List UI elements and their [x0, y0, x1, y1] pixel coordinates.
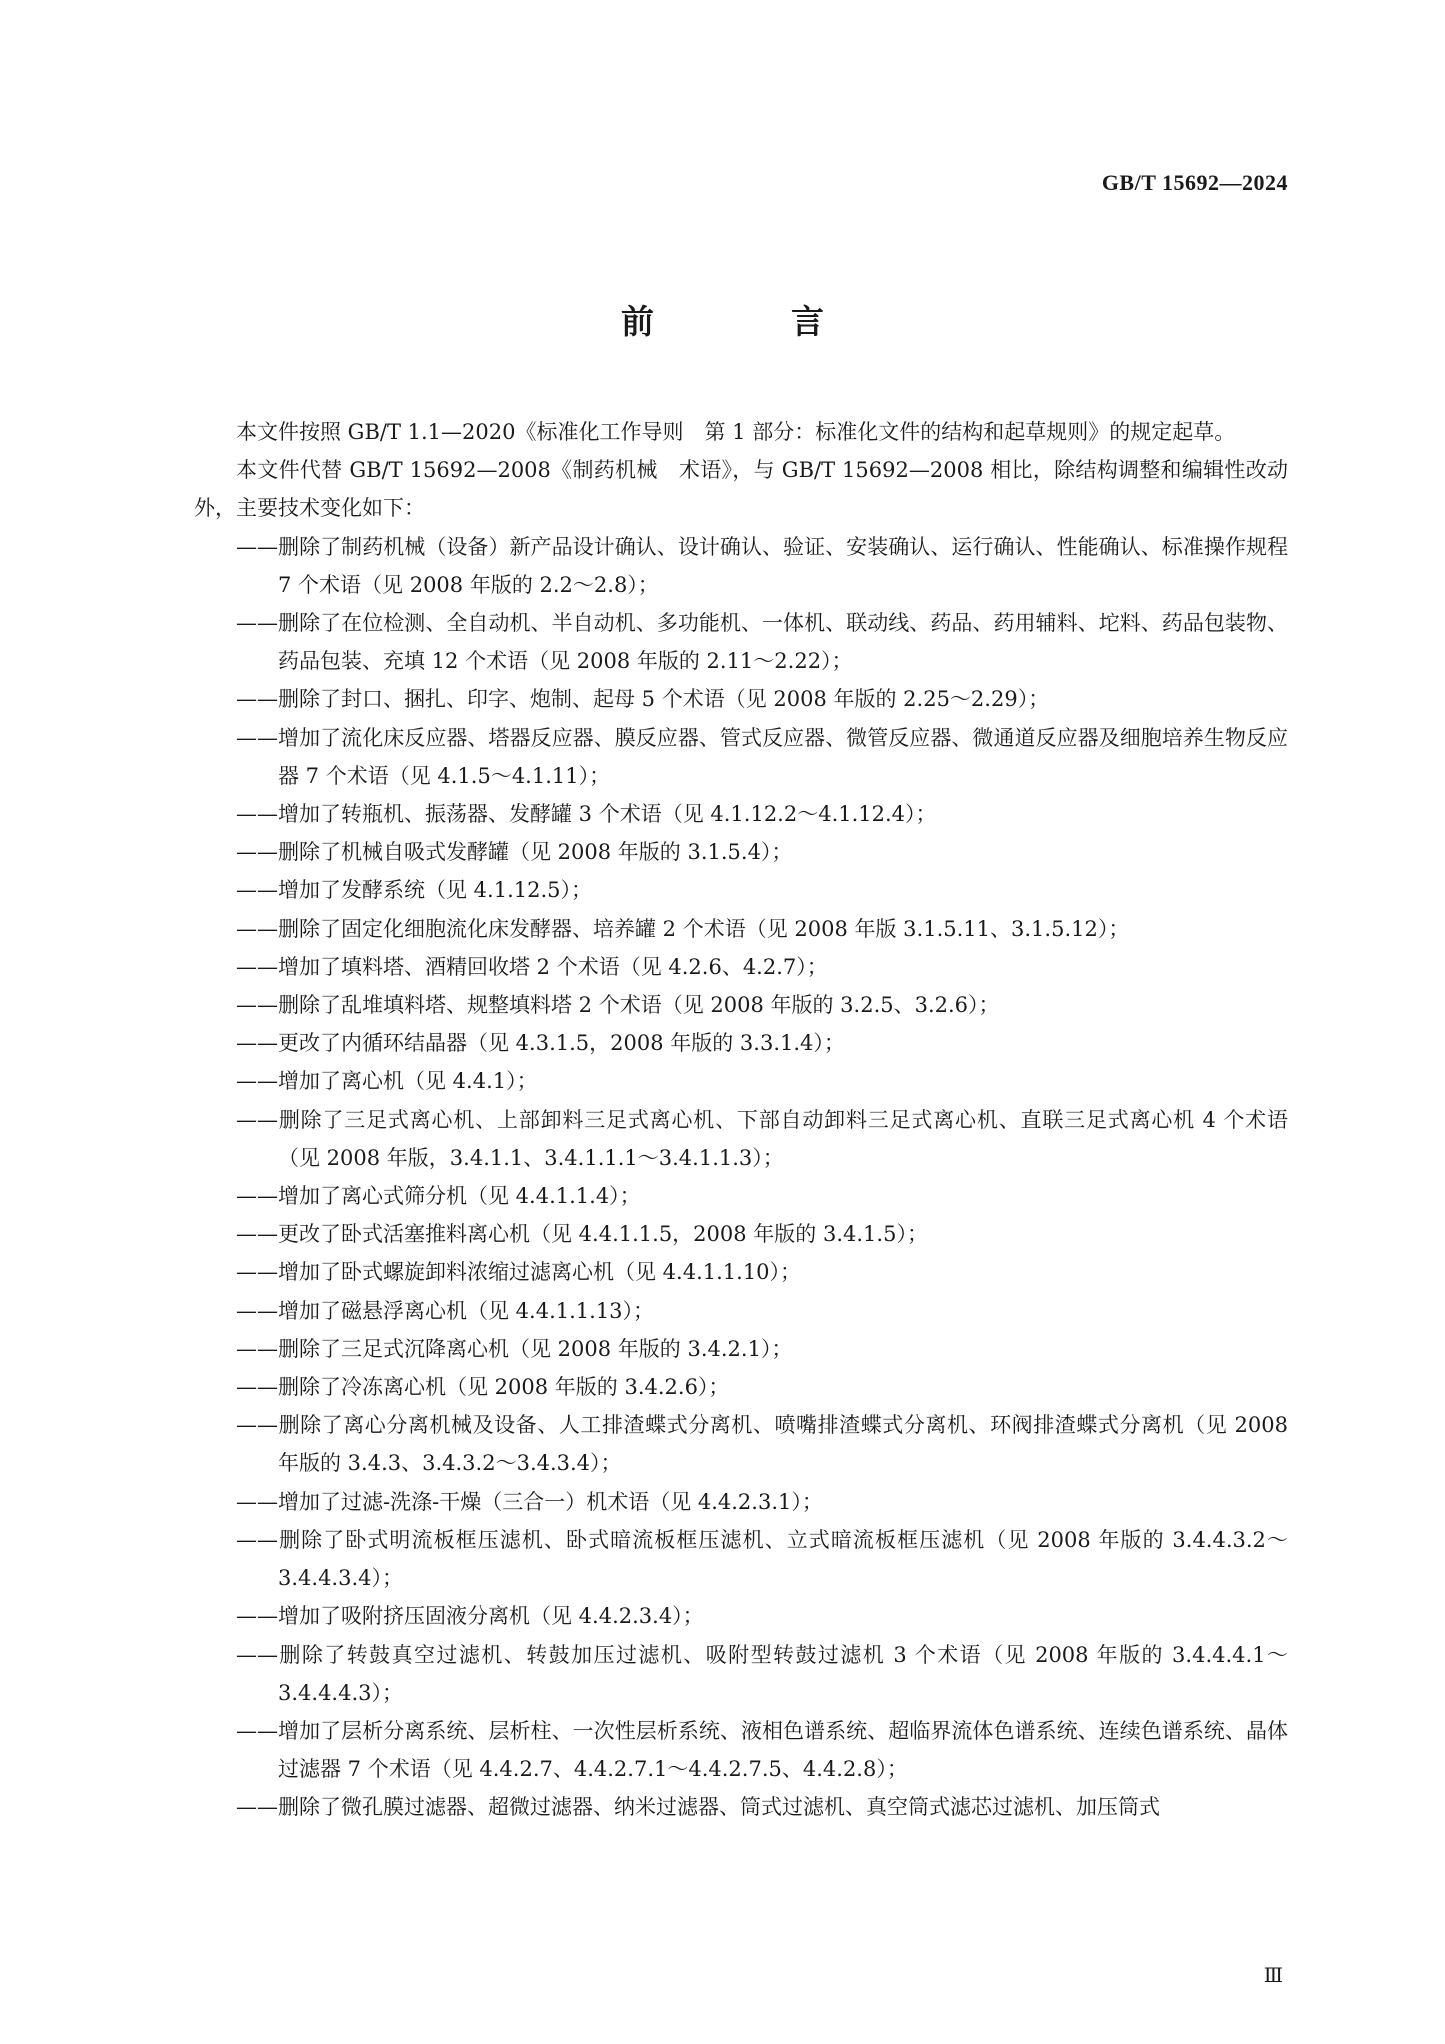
list-item: ——增加了流化床反应器、塔器反应器、膜反应器、管式反应器、微管反应器、微通道反应器及细胞培养生物反应器 7 个术语（见 4.1.5～4.1.11）；: [236, 725, 1288, 788]
list-item: ——删除了冷冻离心机（见 2008 年版的 3.4.2.6）；: [236, 1375, 730, 1400]
change-list: [194, 528, 1288, 1827]
list-item: ——增加了离心式筛分机（见 4.4.1.1.4）；: [236, 1184, 641, 1209]
list-item: ——删除了微孔膜过滤器、超微过滤器、纳米过滤器、筒式过滤机、真空筒式滤芯过滤机、加压筒式: [236, 1795, 1160, 1820]
list-item: ——更改了内循环结晶器（见 4.3.1.5，2008 年版的 3.3.1.4）；: [236, 1031, 845, 1056]
paragraph: 本文件代替 GB/T 15692—2008《制药机械 术语》，与 GB/T 15692—2008 相比，除结构调整和编辑性改动外，主要技术变化如下：: [194, 458, 1288, 521]
page-number: Ⅲ: [1263, 1965, 1283, 1987]
list-item: ——增加了吸附挤压固液分离机（见 4.4.2.3.4）；: [236, 1604, 704, 1629]
list-item: ——删除了机械自吸式发酵罐（见 2008 年版的 3.1.5.4）；: [236, 840, 793, 865]
list-item: ——增加了层析分离系统、层析柱、一次性层析系统、液相色谱系统、超临界流体色谱系统、连续色谱系统、晶体过滤器 7 个术语（见 4.4.2.7、4.4.2.7.1～4.4.2.7.5、4.4.2.8）；: [236, 1718, 1288, 1782]
list-item: ——增加了发酵系统（见 4.1.12.5）；: [236, 878, 593, 903]
page-title: 前 言: [621, 302, 876, 341]
list-item: ——删除了三足式沉降离心机（见 2008 年版的 3.4.2.1）；: [236, 1336, 793, 1361]
paragraph: 本文件按照 GB/T 1.1—2020《标准化工作导则 第 1 部分：标准化文件的结构和起草规则》的规定起草。: [236, 420, 1236, 444]
list-item: ——增加了磁悬浮离心机（见 4.4.1.1.13）；: [236, 1298, 655, 1323]
list-item: ——删除了离心分离机械及设备、人工排渣蝶式分离机、喷嘴排渣蝶式分离机、环阀排渣蝶式分离机（见 2008 年版的 3.4.3、3.4.3.2～3.4.3.4）；: [236, 1413, 1288, 1476]
list-item: ——删除了固定化细胞流化床发酵器、培养罐 2 个术语（见 2008 年版 3.1.5.11、3.1.5.12）；: [236, 916, 1130, 941]
list-item: ——增加了填料塔、酒精回收塔 2 个术语（见 4.2.6、4.2.7）；: [236, 954, 828, 979]
foreword-body: [194, 413, 1288, 1827]
list-item: ——删除了卧式明流板框压滤机、卧式暗流板框压滤机、立式暗流板框压滤机（见 2008 年版的 3.4.4.3.2～3.4.4.3.4）；: [236, 1527, 1288, 1591]
list-item: ——删除了三足式离心机、上部卸料三足式离心机、下部自动卸料三足式离心机、直联三足式离心机 4 个术语（见 2008 年版，3.4.1.1、3.4.1.1.1～3.4.1.1.3）；: [236, 1107, 1288, 1170]
list-item: ——删除了转鼓真空过滤机、转鼓加压过滤机、吸附型转鼓过滤机 3 个术语（见 2008 年版的 3.4.4.4.1～3.4.4.4.3）；: [236, 1642, 1288, 1705]
list-item: ——增加了卧式螺旋卸料浓缩过滤离心机（见 4.4.1.1.10）；: [236, 1260, 802, 1285]
list-item: ——增加了过滤-洗涤-干燥（三合一）机术语（见 4.4.2.3.1）；: [236, 1489, 823, 1514]
list-item: ——增加了转瓶机、振荡器、发酵罐 3 个术语（见 4.1.12.2～4.1.12.4）；: [236, 802, 937, 827]
document-number: GB/T 15692—2024: [1101, 170, 1288, 195]
list-item: ——删除了封口、捆扎、印字、炮制、起母 5 个术语（见 2008 年版的 2.25～2.29）；: [236, 687, 1050, 712]
list-item: ——删除了制药机械（设备）新产品设计确认、设计确认、验证、安装确认、运行确认、性能确认、标准操作规程 7 个术语（见 2008 年版的 2.2～2.8）；: [236, 534, 1288, 597]
list-item: ——删除了乱堆填料塔、规整填料塔 2 个术语（见 2008 年版的 3.2.5、3.2.6）；: [236, 993, 1000, 1018]
list-item: ——更改了卧式活塞推料离心机（见 4.4.1.1.5，2008 年版的 3.4.1.5）；: [236, 1222, 928, 1247]
list-item: ——增加了离心机（见 4.4.1）；: [236, 1069, 538, 1094]
list-item: ——删除了在位检测、全自动机、半自动机、多功能机、一体机、联动线、药品、药用辅料、坨料、药品包装物、药品包装、充填 12 个术语（见 2008 年版的 2.11～2.22）；: [236, 611, 1288, 674]
